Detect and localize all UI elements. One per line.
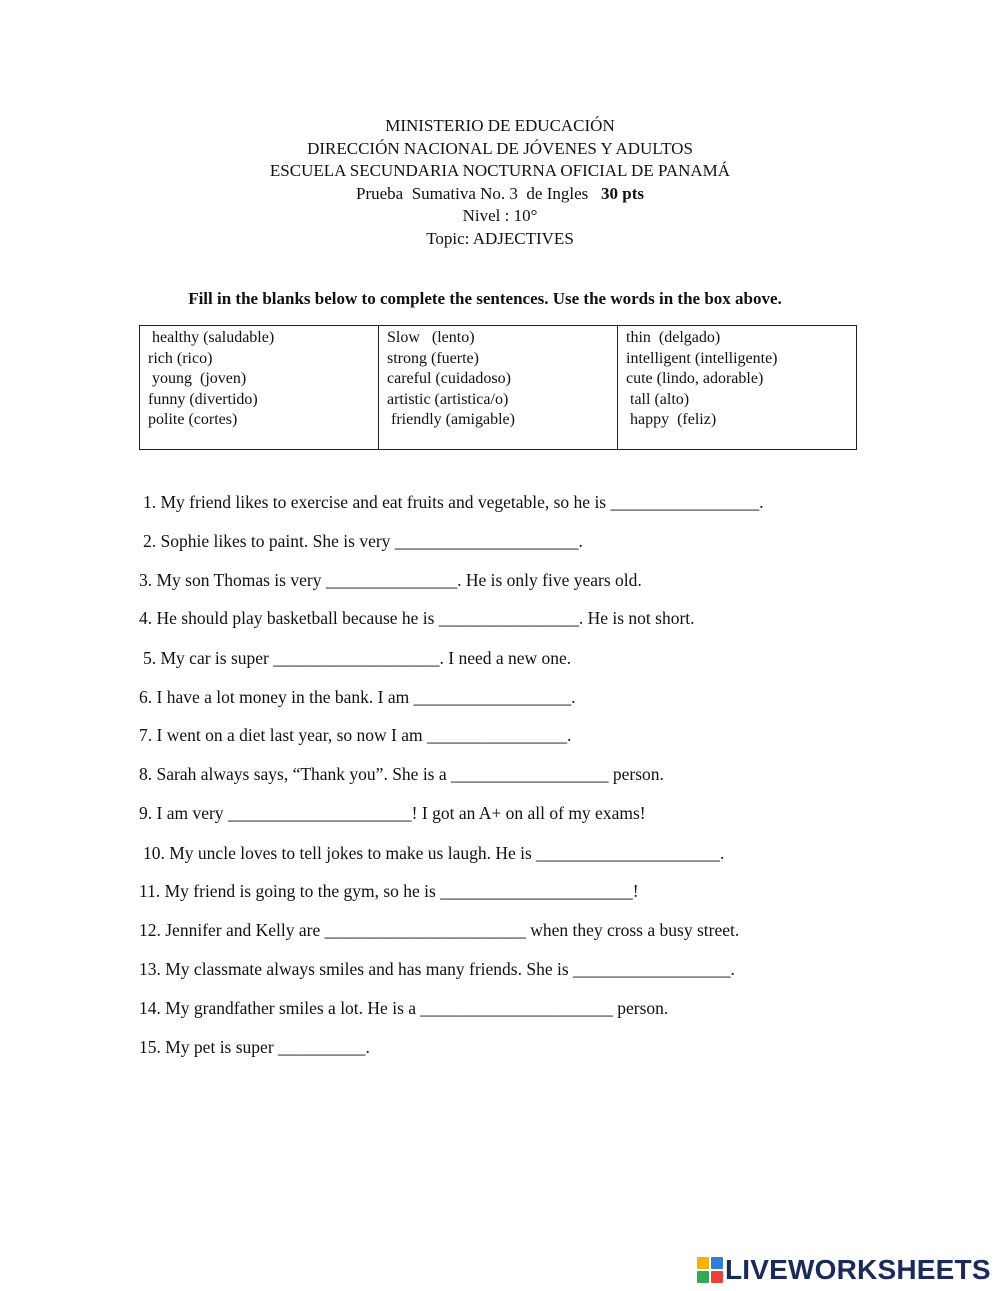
word-column-2	[379, 326, 618, 449]
word-item: funny (divertido)	[148, 390, 258, 408]
word-item: strong (fuerte)	[387, 349, 479, 367]
icon-square-yellow	[697, 1257, 709, 1269]
question-2[interactable]: 2. Sophie likes to paint. She is very _____________________.	[143, 531, 583, 551]
question-3[interactable]: 3. My son Thomas is very _______________. He is only five years old.	[139, 570, 642, 590]
question-13[interactable]: 13. My classmate always smiles and has many friends. She is __________________.	[139, 959, 735, 979]
word-column-3	[618, 326, 856, 449]
word-item: healthy (saludable)	[148, 329, 275, 346]
question-14[interactable]: 14. My grandfather smiles a lot. He is a ______________________ person.	[139, 998, 669, 1018]
word-item: friendly (amigable)	[387, 411, 515, 428]
question-10[interactable]: 10. My uncle loves to tell jokes to make us laugh. He is _____________________.	[143, 843, 725, 863]
word-item: careful (cuidadoso)	[387, 370, 511, 387]
liveworksheets-logo[interactable]	[697, 1254, 991, 1286]
word-item: thin (delgado)	[626, 329, 721, 346]
question-11[interactable]: 11. My friend is going to the gym, so he is ______________________!	[139, 881, 639, 901]
direction-line: DIRECCIÓN NACIONAL DE JÓVENES Y ADULTOS	[307, 138, 693, 158]
topic-line: Topic: ADJECTIVES	[426, 228, 574, 248]
question-12[interactable]: 12. Jennifer and Kelly are _______________________ when they cross a busy street.	[139, 920, 740, 940]
word-item: intelligent (intelligente)	[626, 349, 778, 367]
word-item: polite (cortes)	[148, 411, 238, 428]
school-line: ESCUELA SECUNDARIA NOCTURNA OFICIAL DE PANAMÁ	[269, 161, 731, 180]
question-6[interactable]: 6. I have a lot money in the bank. I am __________________.	[139, 687, 576, 707]
word-box	[139, 325, 857, 450]
word-item: tall (alto)	[626, 390, 690, 408]
question-8[interactable]: 8. Sarah always says, “Thank you”. She is a __________________ person.	[139, 764, 664, 784]
word-column-1	[140, 326, 379, 449]
level-line: Nivel : 10°	[462, 206, 538, 225]
word-item: rich (rico)	[148, 349, 213, 367]
word-item: Slow (lento)	[387, 329, 475, 346]
question-7[interactable]: 7. I went on a diet last year, so now I am ________________.	[139, 725, 572, 745]
word-item: artistic (artistica/o)	[387, 390, 509, 408]
document-header	[0, 115, 1000, 250]
instructions: Fill in the blanks below to complete the sentences. Use the words in the box above.	[188, 289, 782, 308]
test-line	[0, 183, 1000, 206]
liveworksheets-wordmark: LIVEWORKSHEETS	[725, 1254, 991, 1285]
icon-square-blue	[711, 1257, 723, 1269]
question-15[interactable]: 15. My pet is super __________.	[139, 1037, 370, 1057]
word-item: young (joven)	[148, 370, 247, 387]
liveworksheets-icon	[697, 1257, 723, 1283]
icon-square-red	[711, 1271, 723, 1283]
question-5[interactable]: 5. My car is super ___________________. I need a new one.	[143, 648, 572, 668]
question-9[interactable]: 9. I am very _____________________! I got an A+ on all of my exams!	[139, 803, 646, 823]
icon-square-green	[697, 1271, 709, 1283]
test-title: Prueba Sumativa No. 3 de Ingles	[355, 183, 602, 203]
ministry-line: MINISTERIO DE EDUCACIÓN	[385, 116, 615, 135]
word-item: cute (lindo, adorable)	[626, 370, 764, 387]
question-4[interactable]: 4. He should play basketball because he is ________________. He is not short.	[139, 608, 695, 628]
word-item: happy (feliz)	[626, 411, 717, 428]
test-points: 30 pts	[601, 183, 645, 203]
question-1[interactable]: 1. My friend likes to exercise and eat fruits and vegetable, so he is _________________.	[143, 492, 764, 512]
